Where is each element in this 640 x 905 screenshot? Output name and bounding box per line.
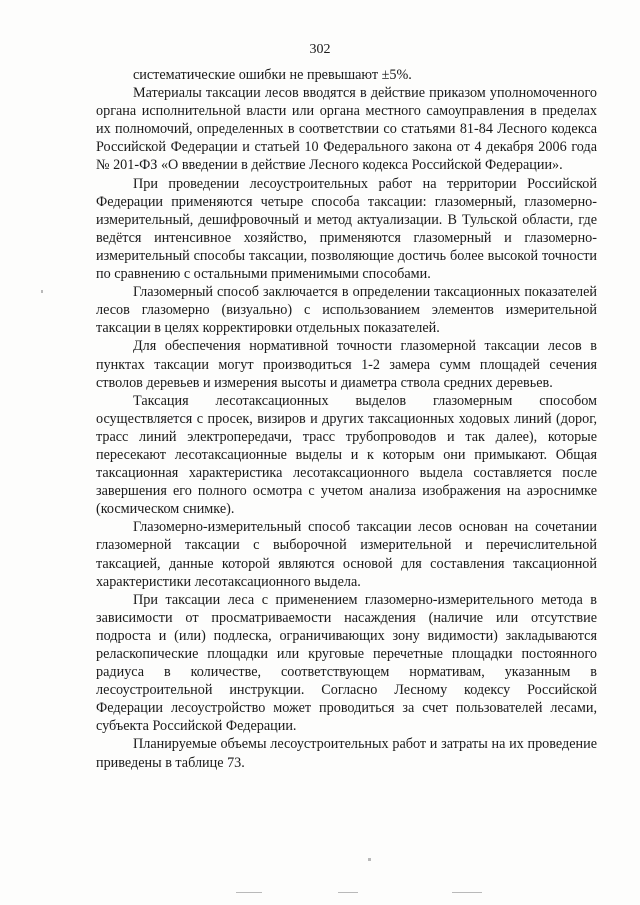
paragraph-3: При проведении лесоустроительных работ на территории Российской Федерации применяются четыре способа таксации: глазомерный, глазомерно-измерительный, дешифровочный и метод актуализации. В Тульской области, где ведётся интенсивное хозяйство, применяются глазомерный и глазомерно-измерительный способы таксации, позволяющие достичь более высокой точности по сравнению с остальными применимыми способами. [96, 175, 597, 283]
scan-speck [368, 858, 371, 861]
paragraph-1: систематические ошибки не превышают ±5%. [133, 67, 412, 83]
paragraph-5: Для обеспечения нормативной точности глазомерной таксации лесов в пунктах таксации могут производиться 1-2 замера сумм площадей сечения стволов деревьев и измерения высоты и диаметра ствола средних деревьев. [96, 338, 597, 391]
scan-speck [452, 892, 482, 893]
scan-speck [338, 892, 358, 893]
body-text [96, 66, 597, 772]
paragraph-2: Материалы таксации лесов вводятся в действие приказом уполномоченного органа исполнительной власти или органа местного самоуправления в пределах их полномочий, определенных в соответствии со статьями 81-84 Лесного кодекса Российской Федерации и статьей 10 Федерального закона от 4 декабря 2006 года № 201-ФЗ «О введении в действие Лесного кодекса Российской Федерации». [96, 85, 597, 174]
paragraph-4: Глазомерный способ заключается в определении таксационных показателей лесов глазомерно (визуально) с использованием элементов измерительной таксации в целях корректировки отдельных показателей. [96, 284, 597, 337]
paragraph-8: При таксации леса с применением глазомерно-измерительного метода в зависимости от просматриваемости насаждения (наличие или отсутствие подроста и (или) подлеска, ограничивающих зону видимости) закладываются реласкопические площадки или круговые перечетные площадки постоянного радиуса в количестве, соответствующем нормативам, указанным в лесоустроительной инструкции. Согласно Лесному кодексу Российской Федерации лесоустройство может проводиться за счет пользователей лесами, субъекта Российской Федерации. [96, 591, 597, 735]
scan-speck [41, 290, 43, 293]
scan-speck [236, 892, 262, 893]
page-number: 302 [309, 42, 331, 57]
paragraph-6: Таксация лесотаксационных выделов глазомерным способом осуществляется с просек, визиров и других таксационных ходовых линий (дорог, трасс линий электропередачи, трасс трубопроводов и так далее), которые пересекают лесотаксационные выделы и к которым они примыкают. Общая таксационная характеристика лесотаксационного выдела составляется после завершения его полного осмотра с учетом анализа изображения на аэроснимке (космическом снимке). [96, 392, 597, 518]
paragraph-7: Глазомерно-измерительный способ таксации лесов основан на сочетании глазомерной таксации с выборочной измерительной и перечислительной таксацией, данные которой являются основой для составления таксационной характеристики лесотаксационного выдела. [96, 519, 597, 590]
paragraph-9: Планируемые объемы лесоустроительных работ и затраты на их проведение приведены в таблице 73. [96, 736, 597, 771]
